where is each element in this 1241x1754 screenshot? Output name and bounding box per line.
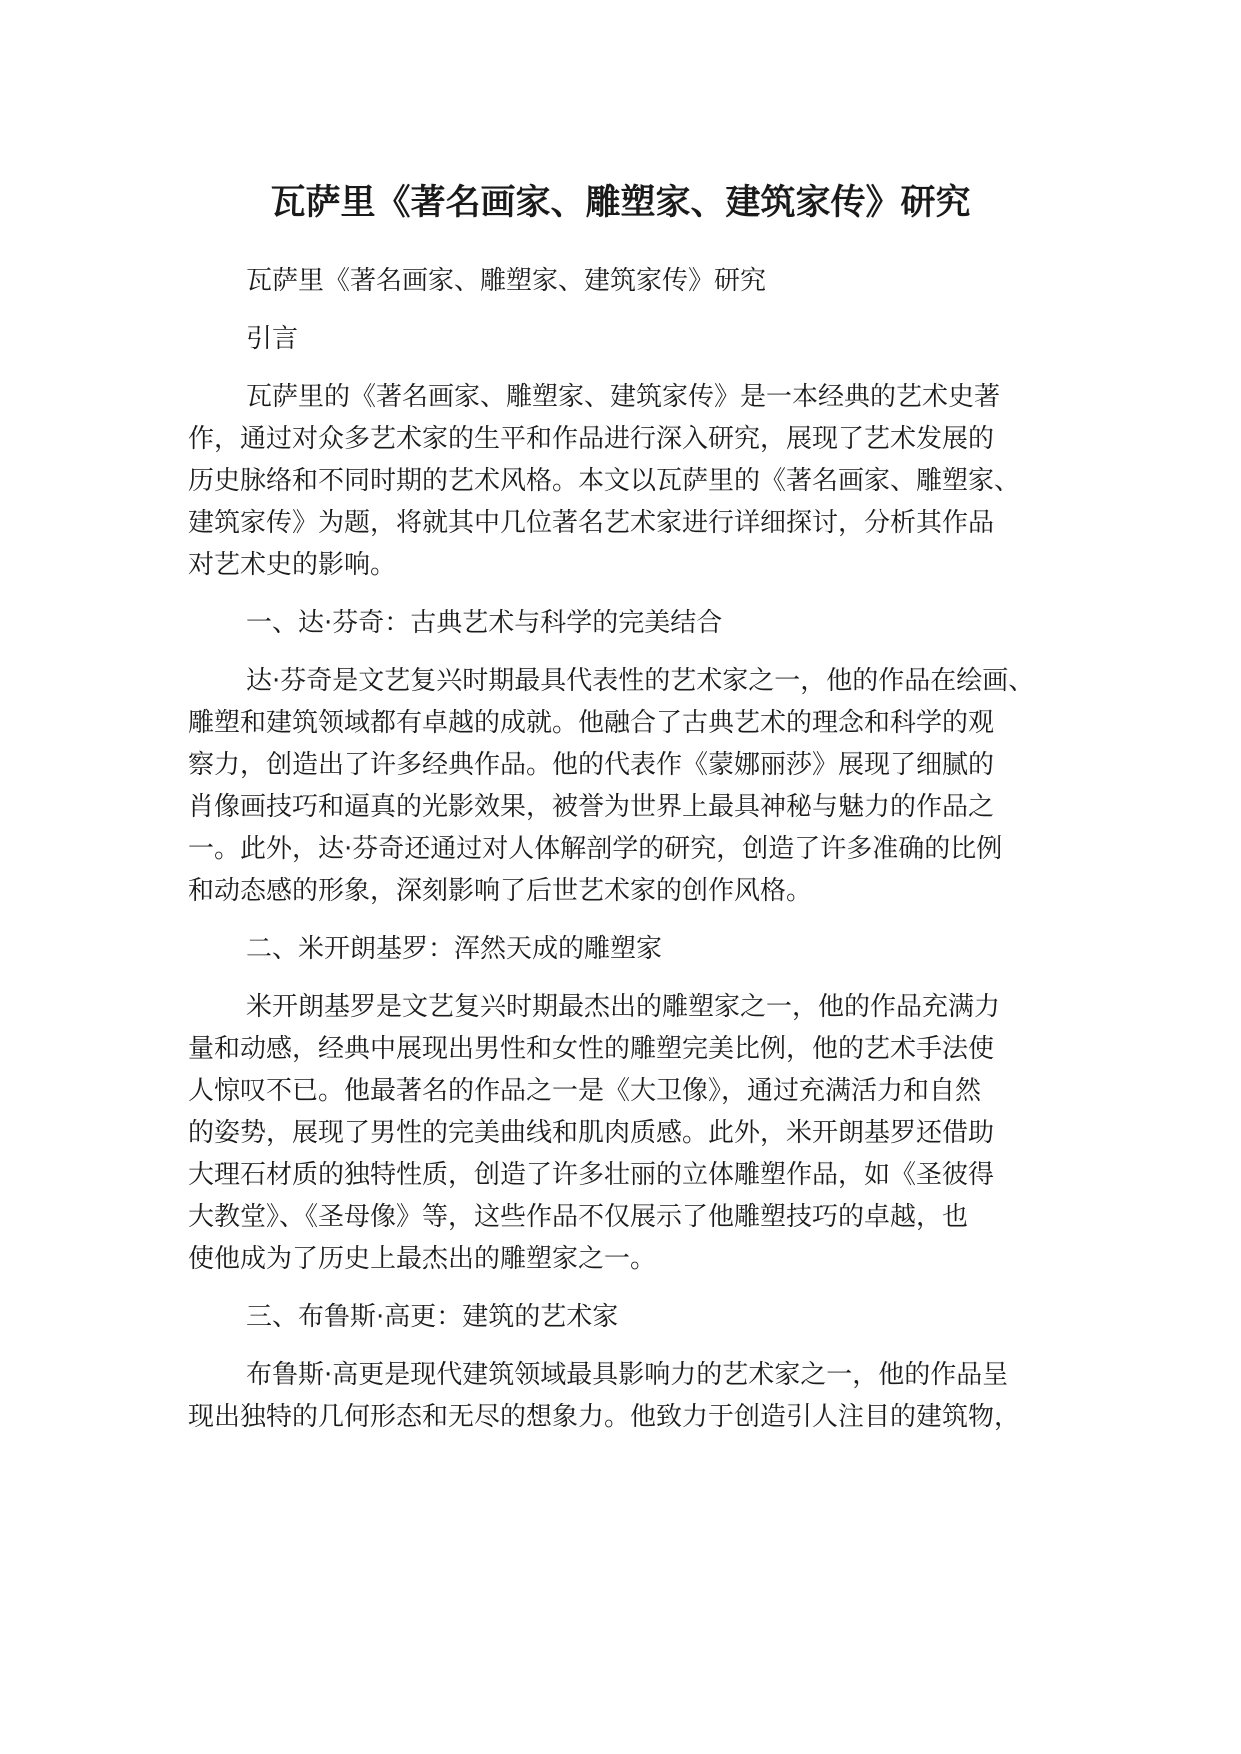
section1-line: 察力，创造出了许多经典作品。他的代表作《蒙娜丽莎》展现了细腻的 — [188, 750, 995, 780]
section2-line: 使他成为了历史上最杰出的雕塑家之一。 — [188, 1244, 657, 1274]
intro-heading: 引言 — [246, 324, 299, 354]
intro-line: 历史脉络和不同时期的艺术风格。本文以瓦萨里的《著名画家、雕塑家、 — [188, 466, 1021, 496]
section2-line: 大理石材质的独特性质，创造了许多壮丽的立体雕塑作品，如《圣彼得 — [188, 1160, 995, 1190]
section2-line: 量和动感，经典中展现出男性和女性的雕塑完美比例，他的艺术手法使 — [188, 1034, 995, 1064]
section2-line: 人惊叹不已。他最著名的作品之一是《大卫像》，通过充满活力和自然 — [188, 1076, 982, 1106]
section1-line: 一。此外，达·芬奇还通过对人体解剖学的研究，创造了许多准确的比例 — [188, 834, 1003, 864]
intro-line: 作，通过对众多艺术家的生平和作品进行深入研究，展现了艺术发展的 — [188, 424, 995, 454]
section3-line: 布鲁斯·高更是现代建筑领域最具影响力的艺术家之一，他的作品呈 — [246, 1360, 1009, 1390]
section-heading-3: 三、布鲁斯·高更：建筑的艺术家 — [246, 1302, 619, 1332]
section2-line: 米开朗基罗是文艺复兴时期最杰出的雕塑家之一，他的作品充满力 — [246, 992, 1001, 1022]
section1-line: 达·芬奇是文艺复兴时期最具代表性的艺术家之一，他的作品在绘画、 — [246, 666, 1035, 696]
section1-line: 雕塑和建筑领域都有卓越的成就。他融合了古典艺术的理念和科学的观 — [188, 708, 995, 738]
intro-line: 对艺术史的影响。 — [188, 550, 397, 580]
section1-line: 肖像画技巧和逼真的光影效果，被誉为世界上最具神秘与魅力的作品之 — [188, 792, 995, 822]
section-heading-1: 一、达·芬奇：古典艺术与科学的完美结合 — [246, 608, 723, 638]
document-title: 瓦萨里《著名画家、雕塑家、建筑家传》研究 — [270, 183, 971, 223]
subtitle: 瓦萨里《著名画家、雕塑家、建筑家传》研究 — [246, 266, 767, 296]
section-heading-2: 二、米开朗基罗：浑然天成的雕塑家 — [246, 934, 663, 964]
section2-line: 的姿势，展现了男性的完美曲线和肌肉质感。此外，米开朗基罗还借助 — [188, 1118, 995, 1148]
section3-line: 现出独特的几何形态和无尽的想象力。他致力于创造引人注目的建筑物， — [188, 1402, 1021, 1432]
section2-line: 大教堂》、《圣母像》等，这些作品不仅展示了他雕塑技巧的卓越，也 — [188, 1202, 969, 1232]
section1-line: 和动态感的形象，深刻影响了后世艺术家的创作风格。 — [188, 876, 813, 906]
intro-line: 建筑家传》为题，将就其中几位著名艺术家进行详细探讨，分析其作品 — [188, 508, 995, 538]
intro-line: 瓦萨里的《著名画家、雕塑家、建筑家传》是一本经典的艺术史著 — [246, 382, 1001, 412]
